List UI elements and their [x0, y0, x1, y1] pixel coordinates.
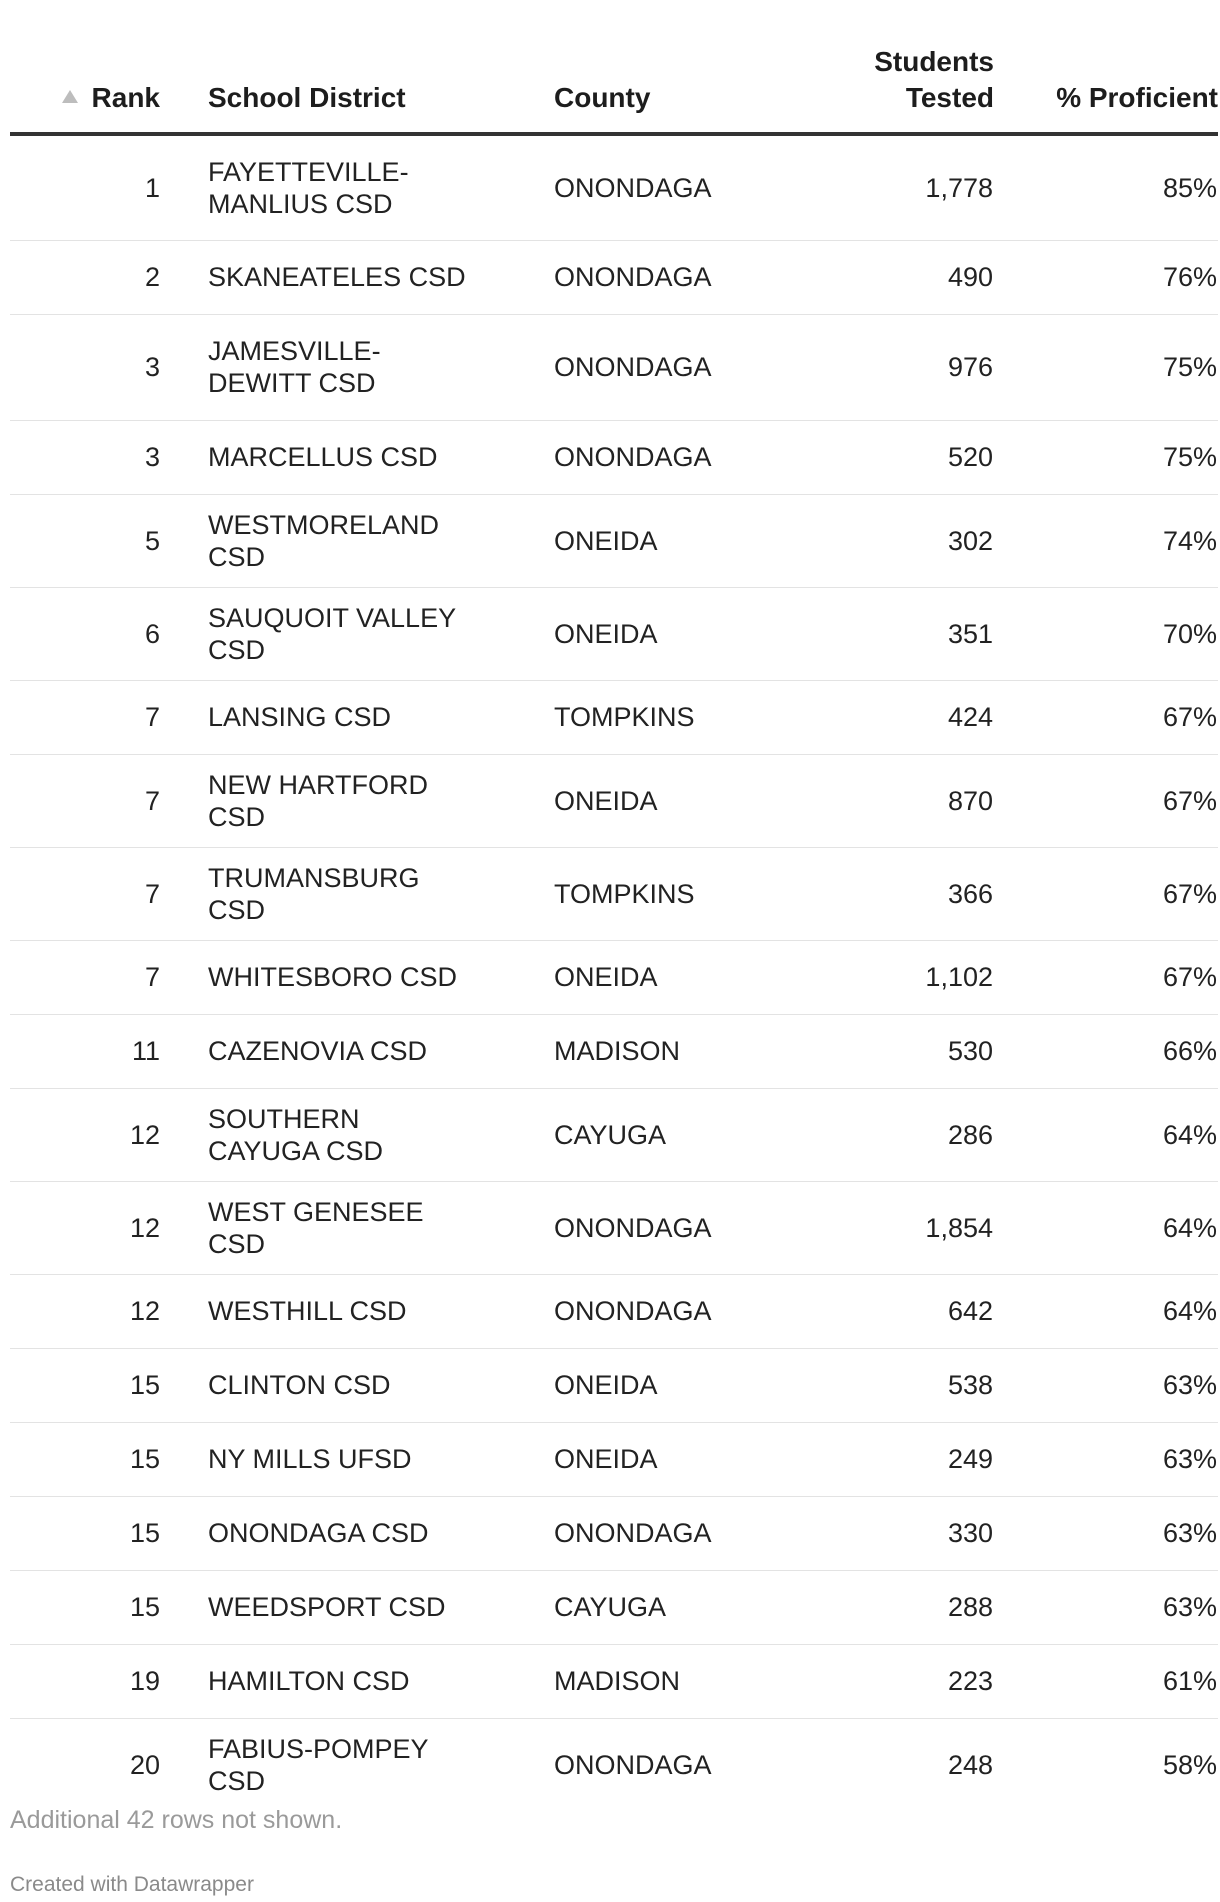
- datawrapper-credit: Created with Datawrapper: [10, 1873, 254, 1896]
- column-header-county-label: County: [554, 82, 651, 113]
- table-header: [10, 36, 1218, 134]
- cell-rank: 7: [10, 940, 160, 1014]
- cell-percent-proficient: 75%: [994, 420, 1218, 494]
- cell-students-tested: 520: [736, 420, 994, 494]
- cell-county: ONONDAGA: [506, 1496, 736, 1570]
- cell-county: MADISON: [506, 1644, 736, 1718]
- table-notes: Additional 42 rows not shown.: [10, 1806, 343, 1834]
- sort-ascending-icon[interactable]: [62, 90, 78, 103]
- cell-county: TOMPKINS: [506, 680, 736, 754]
- cell-percent-proficient: 63%: [994, 1422, 1218, 1496]
- cell-county: ONONDAGA: [506, 240, 736, 314]
- cell-rank: 7: [10, 680, 160, 754]
- cell-rank: 11: [10, 1014, 160, 1088]
- table-row: [10, 1570, 1218, 1644]
- cell-percent-proficient: 70%: [994, 587, 1218, 680]
- table-row: [10, 1422, 1218, 1496]
- cell-rank: 15: [10, 1570, 160, 1644]
- cell-percent-proficient: 67%: [994, 754, 1218, 847]
- cell-percent-proficient: 63%: [994, 1496, 1218, 1570]
- cell-county: ONONDAGA: [506, 134, 736, 240]
- column-header-rank[interactable]: [10, 36, 160, 134]
- cell-students-tested: 642: [736, 1274, 994, 1348]
- cell-percent-proficient: 61%: [994, 1644, 1218, 1718]
- cell-school-district: CLINTON CSD: [160, 1348, 506, 1422]
- cell-rank: 15: [10, 1496, 160, 1570]
- results-table: [10, 36, 1218, 1811]
- table-row: [10, 134, 1218, 240]
- cell-school-district: MARCELLUS CSD: [160, 420, 506, 494]
- cell-county: ONONDAGA: [506, 1274, 736, 1348]
- table-body: [10, 134, 1218, 1811]
- cell-county: ONEIDA: [506, 587, 736, 680]
- table-row: [10, 1718, 1218, 1811]
- cell-school-district: ONONDAGA CSD: [160, 1496, 506, 1570]
- table-row: [10, 754, 1218, 847]
- cell-percent-proficient: 63%: [994, 1348, 1218, 1422]
- cell-students-tested: 248: [947, 1749, 993, 1780]
- cell-county: ONONDAGA: [506, 314, 736, 420]
- cell-students-tested: 530: [736, 1014, 994, 1088]
- cell-students-tested: 538: [736, 1348, 994, 1422]
- cell-rank: 12: [10, 1274, 160, 1348]
- cell-county: ONONDAGA: [506, 1181, 736, 1274]
- table-row: [10, 314, 1218, 420]
- cell-school-district: FAYETTEVILLE-MANLIUS CSD: [160, 134, 506, 240]
- cell-school-district: WEEDSPORT CSD: [160, 1570, 506, 1644]
- cell-percent-proficient: 64%: [994, 1181, 1218, 1274]
- column-header-rank-label: Rank: [91, 82, 160, 113]
- table-row: [10, 1181, 1218, 1274]
- cell-county: ONEIDA: [506, 1422, 736, 1496]
- table-row: [10, 1644, 1218, 1718]
- cell-percent-proficient: 63%: [994, 1570, 1218, 1644]
- cell-students-tested: 1,854: [736, 1181, 994, 1274]
- cell-county: ONONDAGA: [554, 1749, 712, 1780]
- column-header-percent-proficient[interactable]: [994, 36, 1218, 134]
- cell-students-tested: 870: [736, 754, 994, 847]
- cell-rank: 3: [10, 420, 160, 494]
- column-header-percent-proficient-label: % Proficient: [1056, 82, 1218, 113]
- cell-rank: 7: [10, 754, 160, 847]
- table-row: [10, 940, 1218, 1014]
- column-header-students-tested[interactable]: [736, 36, 994, 134]
- cell-rank: 6: [10, 587, 160, 680]
- cell-percent-proficient: 64%: [994, 1088, 1218, 1181]
- table-row: [10, 587, 1218, 680]
- cell-county: ONEIDA: [506, 940, 736, 1014]
- cell-rank: 2: [10, 240, 160, 314]
- table-row: [10, 1496, 1218, 1570]
- cell-county: ONONDAGA: [506, 420, 736, 494]
- cell-percent-proficient: 67%: [994, 940, 1218, 1014]
- column-header-students-tested-label: Students Tested: [874, 46, 994, 113]
- cell-students-tested: 424: [736, 680, 994, 754]
- cell-county: MADISON: [506, 1014, 736, 1088]
- cell-school-district: WESTHILL CSD: [160, 1274, 506, 1348]
- cell-students-tested: 351: [736, 587, 994, 680]
- cell-percent-proficient: 66%: [994, 1014, 1218, 1088]
- table-row: [10, 1274, 1218, 1348]
- cell-county: CAYUGA: [506, 1570, 736, 1644]
- table-row: [10, 1088, 1218, 1181]
- cell-county: ONEIDA: [506, 754, 736, 847]
- cell-rank: 7: [10, 847, 160, 940]
- cell-rank: 15: [10, 1348, 160, 1422]
- cell-percent-proficient: 58%: [1162, 1749, 1217, 1780]
- cell-percent-proficient: 85%: [994, 134, 1218, 240]
- cell-school-district: SAUQUOIT VALLEY CSD: [160, 587, 506, 680]
- cell-percent-proficient: 74%: [994, 494, 1218, 587]
- cell-school-district: TRUMANSBURG CSD: [160, 847, 506, 940]
- cell-county: TOMPKINS: [506, 847, 736, 940]
- cell-school-district: JAMESVILLE-DEWITT CSD: [160, 314, 506, 420]
- cell-school-district: NY MILLS UFSD: [160, 1422, 506, 1496]
- table-row: [10, 847, 1218, 940]
- cell-students-tested: 366: [736, 847, 994, 940]
- cell-students-tested: 302: [736, 494, 994, 587]
- cell-county: CAYUGA: [506, 1088, 736, 1181]
- cell-rank: 19: [10, 1644, 160, 1718]
- cell-rank: 15: [10, 1422, 160, 1496]
- cell-school-district: CAZENOVIA CSD: [160, 1014, 506, 1088]
- cell-school-district: LANSING CSD: [160, 680, 506, 754]
- table-row: [10, 1348, 1218, 1422]
- cell-students-tested: 330: [736, 1496, 994, 1570]
- column-header-district[interactable]: [160, 36, 506, 134]
- header-row: [10, 36, 1218, 134]
- cell-rank: 12: [10, 1181, 160, 1274]
- cell-school-district: FABIUS-POMPEY CSD: [208, 1733, 429, 1796]
- cell-rank: 5: [10, 494, 160, 587]
- cell-county: ONEIDA: [506, 494, 736, 587]
- column-header-county[interactable]: [506, 36, 736, 134]
- cell-students-tested: 1,102: [736, 940, 994, 1014]
- cell-rank: 20: [129, 1749, 160, 1780]
- cell-school-district: SOUTHERN CAYUGA CSD: [160, 1088, 506, 1181]
- cell-students-tested: 1,778: [736, 134, 994, 240]
- cell-students-tested: 223: [736, 1644, 994, 1718]
- cell-students-tested: 286: [736, 1088, 994, 1181]
- cell-school-district: WHITESBORO CSD: [160, 940, 506, 1014]
- cell-school-district: NEW HARTFORD CSD: [160, 754, 506, 847]
- cell-school-district: HAMILTON CSD: [160, 1644, 506, 1718]
- table-row: [10, 494, 1218, 587]
- cell-percent-proficient: 75%: [994, 314, 1218, 420]
- column-header-district-label: School District: [208, 82, 406, 113]
- table-row: [10, 420, 1218, 494]
- cell-percent-proficient: 67%: [994, 847, 1218, 940]
- cell-county: ONEIDA: [506, 1348, 736, 1422]
- cell-school-district: WEST GENESEE CSD: [160, 1181, 506, 1274]
- cell-school-district: SKANEATELES CSD: [160, 240, 506, 314]
- table-row: [10, 680, 1218, 754]
- cell-students-tested: 288: [736, 1570, 994, 1644]
- cell-students-tested: 490: [736, 240, 994, 314]
- table-row: [10, 240, 1218, 314]
- cell-rank: 12: [10, 1088, 160, 1181]
- cell-students-tested: 976: [736, 314, 994, 420]
- cell-percent-proficient: 64%: [994, 1274, 1218, 1348]
- cell-rank: 1: [10, 134, 160, 240]
- cell-percent-proficient: 76%: [994, 240, 1218, 314]
- cell-rank: 3: [10, 314, 160, 420]
- cell-percent-proficient: 67%: [994, 680, 1218, 754]
- table-row: [10, 1014, 1218, 1088]
- cell-students-tested: 249: [736, 1422, 994, 1496]
- cell-school-district: WESTMORELAND CSD: [160, 494, 506, 587]
